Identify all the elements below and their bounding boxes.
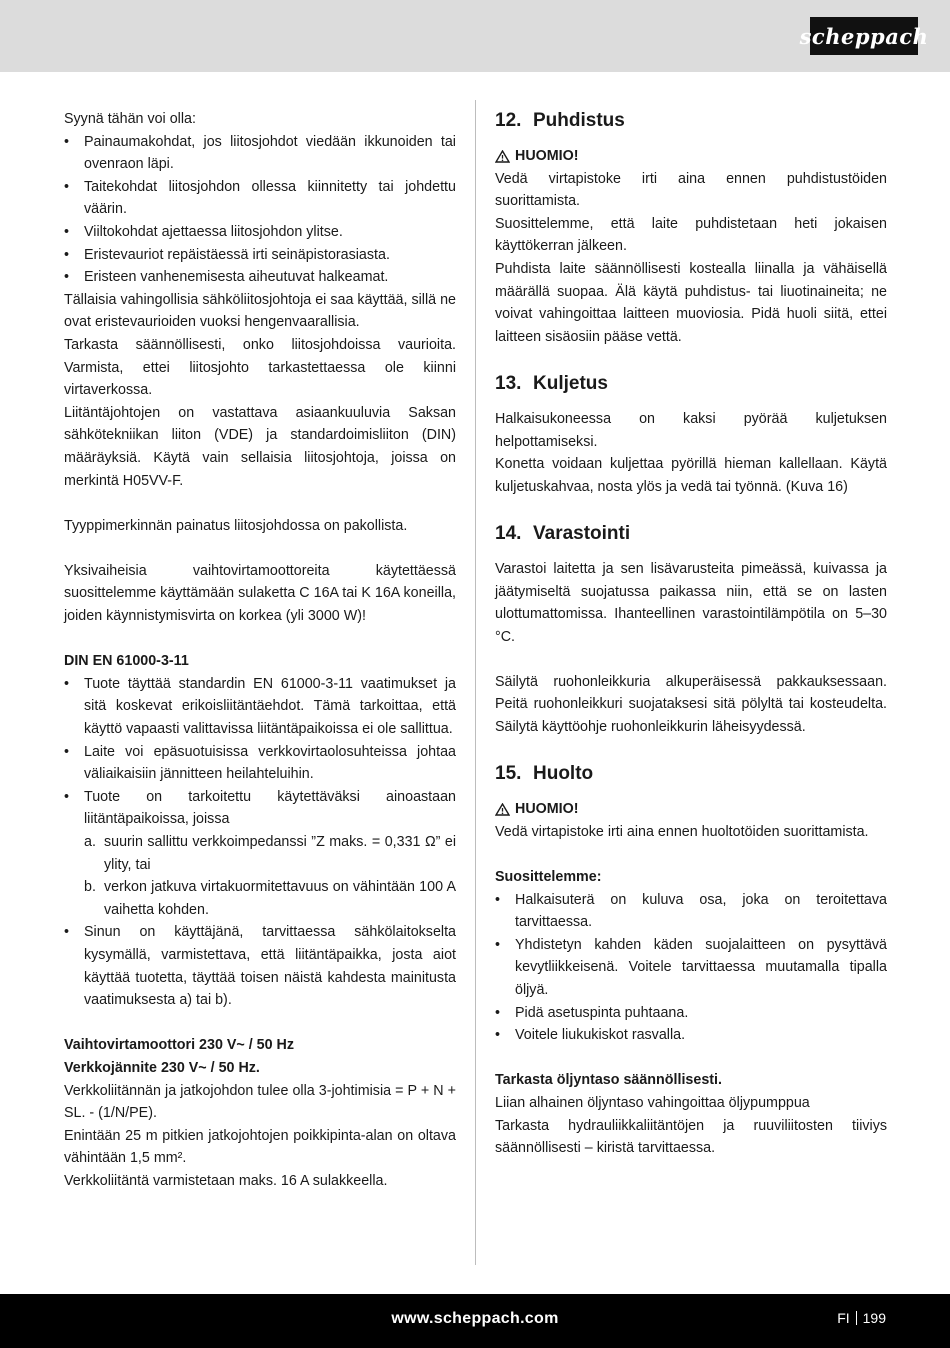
- din-heading: DIN EN 61000-3-11: [64, 653, 189, 670]
- list-item: • Laite voi epäsuotuisissa verkkovirtaolosuhteissa johtaa väliaikaisiin jännitteen heilahteluihin.: [64, 741, 456, 786]
- section-title: Puhdistus: [533, 110, 625, 131]
- footer-bar: [0, 1294, 950, 1348]
- paragraph: Halkaisukoneessa on kaksi pyörää kuljetuksen helpottamiseksi.: [495, 410, 887, 450]
- list-item: • Eristeen vanhenemisesta aiheutuvat halkeamat.: [64, 266, 456, 289]
- brand-logo: scheppach: [810, 17, 918, 55]
- section-heading-12: [495, 108, 887, 145]
- sublist-text: verkon jatkuva virtakuormitettavuus on vähintään 100 A vaihetta kohden.: [104, 879, 456, 918]
- paragraph: Konetta voidaan kuljettaa pyörillä hieman kallellaan. Käytä kuljetuskahvaa, nosta ylös ja vedä tai työnnä. (Kuva 16): [495, 456, 887, 495]
- right-column: [495, 108, 887, 1160]
- section-heading-13: [495, 371, 887, 408]
- page-number: [837, 1310, 886, 1326]
- warning-text: HUOMIO!: [515, 801, 579, 818]
- paragraph: Verkkoliitäntä varmistetaan maks. 16 A sulakkeella.: [64, 1172, 388, 1189]
- sublist-item: [84, 876, 456, 921]
- section-heading-14: [495, 521, 887, 558]
- paragraph: Yksivaiheisia vaihtovirtamoottoreita käytettäessä suosittelemme käyttämään sulaketta C 16A tai K 16A koneilla, joiden käynnistymisvirta on korkea (yli 3000 W)!: [64, 562, 456, 625]
- list-item: • Viiltokohdat ajettaessa liitosjohdon ylitse.: [64, 221, 456, 244]
- paragraph: Tällaisia vahingollisia sähköliitosjohtoja ei saa käyttää, sillä ne ovat eristevaurioiden vuoksi hengenvaarallisia.: [64, 291, 456, 331]
- recommend-heading: Suosittelemme:: [495, 869, 602, 886]
- warning-triangle-icon: [495, 803, 510, 816]
- warning-label: [495, 798, 887, 821]
- section-title: Kuljetus: [533, 372, 608, 394]
- list-item: • Pidä asetuspinta puhtaana.: [495, 1002, 887, 1025]
- paragraph: Tyyppimerkinnän painatus liitosjohdossa on pakollista.: [64, 517, 408, 534]
- motor-heading-2: Verkkojännite 230 V~ / 50 Hz.: [64, 1059, 260, 1076]
- paragraph: Varastoi laitetta ja sen lisävarusteita pimeässä, kuivassa ja jäätymiseltä suojatussa paikassa niin, että se on lasten ulottumattomissa. Ihanteellinen varastointilämpötila on 5–30 °C.: [495, 560, 887, 645]
- warning-triangle-icon: [495, 150, 510, 163]
- header-bar: [0, 0, 950, 72]
- paragraph: Puhdista laite säännöllisesti kostealla liinalla ja vähäisellä määrällä suopaa. Älä käytä puhdistus- tai liuotinaineita; ne voivat vahingoittaa laitteen muoviosia. Pidä huoli siitä, ettei laitteen sisäosiin pääse vettä.: [495, 260, 887, 345]
- list-item: • Painaumakohdat, jos liitosjohdot viedään ikkunoiden tai ovenraon läpi.: [64, 131, 456, 176]
- paragraph: Säilytä ruohonleikkuria alkuperäisessä pakkauksessaan. Peitä ruohonleikkuri suojataksesi sitä pölyltä tai kosteudelta. Säilytä käyttöohje ruohonleikkurin läheisyydessä.: [495, 673, 887, 736]
- section-number: 13.: [495, 372, 522, 394]
- paragraph: Verkkoliitännän ja jatkojohdon tulee olla 3-johtimisia = P + N + SL. - (1/N/PE).: [64, 1082, 456, 1122]
- paragraph: Liian alhainen öljyntaso vahingoittaa öljypumppua: [495, 1094, 810, 1111]
- section-number: 15.: [495, 763, 522, 785]
- list-item: • Sinun on käyttäjänä, tarvittaessa sähkölaitokselta kysymällä, varmistettava, että liitäntäpaikka, josta aiot käyttää tuotetta, täyttää toisen näistä kahdesta mainitusta vaatimuksesta a) tai b).: [64, 921, 456, 1011]
- list-item: • Halkaisuterä on kuluva osa, joka on teroitettava tarvittaessa.: [495, 889, 887, 934]
- section-number: 14.: [495, 522, 522, 544]
- sublist-item: [84, 831, 456, 876]
- list-item: • Taitekohdat liitosjohdon ollessa kiinnitetty tai johdettu väärin.: [64, 176, 456, 221]
- section-number: 12.: [495, 110, 522, 131]
- sublist-text: suurin sallittu verkkoimpedanssi ”Z maks. = 0,331 Ω” ei ylity, tai: [104, 834, 456, 873]
- section-title: Huolto: [533, 763, 594, 785]
- paragraph: Liitäntäjohtojen on vastattava asiaankuuluvia Saksan sähkötekniikan liiton (VDE) ja standardoimisliiton (DIN) määräyksiä. Käytä vain sellaisia liitosjohtoja, joissa on merkintä H05VV-F.: [64, 404, 456, 489]
- list-item: • Eristevauriot repäistäessä irti seinäpistorasiasta.: [64, 244, 456, 267]
- section-heading-15: [495, 761, 887, 798]
- list-item: • Voitele liukukiskot rasvalla.: [495, 1024, 887, 1047]
- motor-heading-1: Vaihtovirtamoottori 230 V~ / 50 Hz: [64, 1037, 295, 1054]
- recommend-list: [495, 889, 887, 1047]
- footer-url[interactable]: www.scheppach.com: [391, 1310, 559, 1327]
- paragraph: Vedä virtapistoke irti aina ennen puhdistustöiden suorittamista.: [495, 170, 887, 210]
- warning-label: [495, 145, 887, 168]
- paragraph: Tarkasta hydrauliikkaliitäntöjen ja ruuviliitosten tiiviys säännöllisesti – kiristä tarvittaessa.: [495, 1117, 887, 1157]
- warning-text: HUOMIO!: [515, 148, 579, 164]
- causes-intro: Syynä tähän voi olla:: [64, 111, 196, 127]
- column-divider: [475, 100, 476, 1265]
- language-code: FI: [837, 1310, 850, 1326]
- list-item: [64, 786, 456, 922]
- sublist-marker: b.: [84, 879, 96, 896]
- list-item-text: Tuote on tarkoitettu käytettäväksi ainoastaan liitäntäpaikoissa, joissa: [84, 788, 456, 828]
- list-item: • Tuote täyttää standardin EN 61000-3-11 vaatimukset ja sitä koskevat erikoisliitäntäehdot. Tämä tarkoittaa, että käyttö vapaasti valittavissa liitäntäpaikoissa ei ole sallittua.: [64, 673, 456, 741]
- section-title: Varastointi: [533, 522, 631, 544]
- causes-list: [64, 131, 456, 289]
- din-sublist: [84, 831, 456, 921]
- left-column: [64, 108, 456, 1193]
- paragraph: Vedä virtapistoke irti aina ennen huoltotöiden suorittamista.: [495, 823, 869, 840]
- paragraph: Enintään 25 m pitkien jatkojohtojen poikkipinta-alan on oltava vähintään 1,5 mm².: [64, 1127, 456, 1167]
- din-list: [64, 673, 456, 1012]
- paragraph: Suosittelemme, että laite puhdistetaan heti jokaisen käyttökerran jälkeen.: [495, 215, 887, 255]
- paragraph: Tarkasta säännöllisesti, onko liitosjohdoissa vaurioita. Varmista, ettei liitosjohto tarkastettaessa ole kiinni virtaverkossa.: [64, 336, 456, 399]
- oil-heading: Tarkasta öljyntaso säännöllisesti.: [495, 1072, 722, 1089]
- sublist-marker: a.: [84, 834, 96, 850]
- list-item: • Yhdistetyn kahden käden suojalaitteen on pysyttävä kevytliikkeisenä. Voitele tarvittaessa muutamalla tipalla öljyä.: [495, 934, 887, 1002]
- page-num: 199: [862, 1310, 886, 1326]
